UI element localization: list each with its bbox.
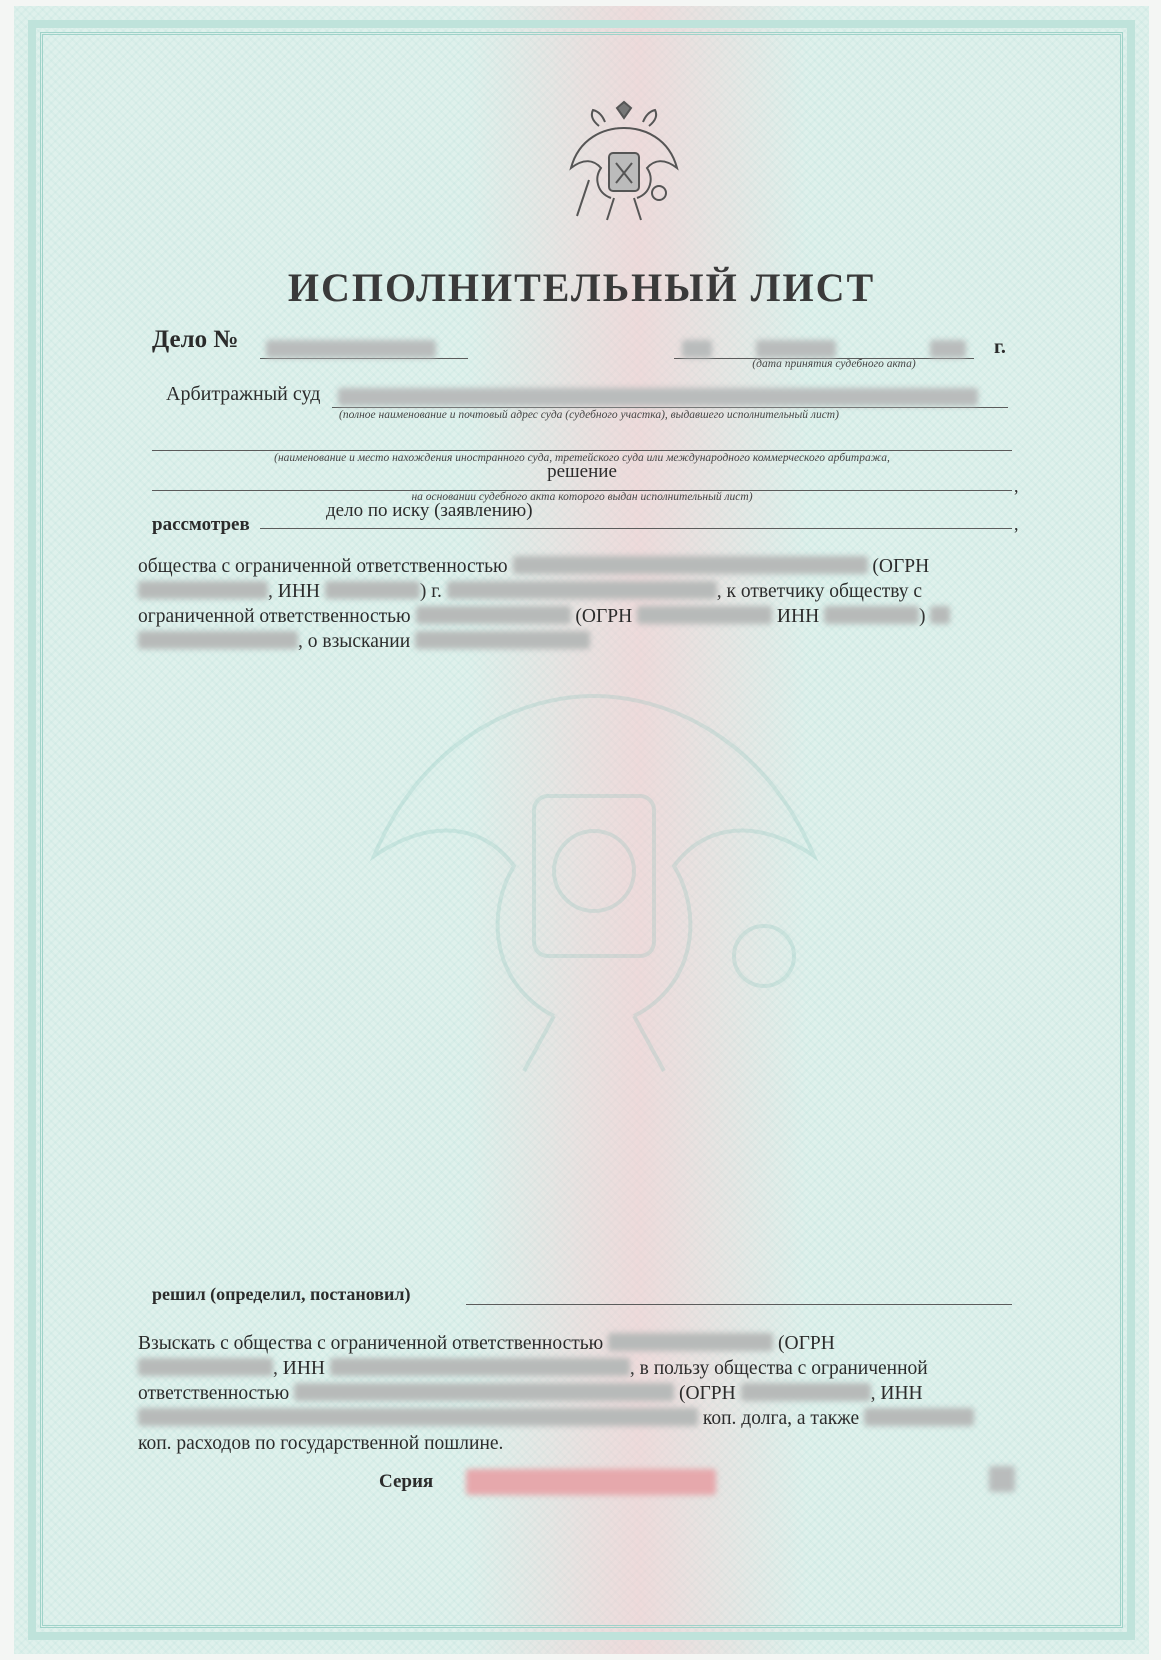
case-number-redacted [266,340,436,358]
decision-text-3: , ИНН [273,1358,325,1379]
document-sheet [14,6,1149,1654]
watermark-emblem-icon [344,656,844,1076]
date-field [674,340,974,359]
defendant-name-redacted [416,606,571,624]
russian-coat-of-arms-icon [559,98,689,228]
act-value: решение [547,461,617,482]
decision-text-1: Взыскать с общества с ограниченной ответственностью [138,1333,604,1354]
claim-amount-redacted [415,631,590,649]
creditor-name-redacted [294,1383,674,1401]
court-name-field [332,388,1008,408]
considered-field [260,500,1012,529]
decided-label: решил (определил, постановил) [152,1284,411,1304]
claim-text-9: ) [919,606,926,627]
act-field [152,462,1012,491]
defendant-ogrn-redacted [637,606,772,624]
decision-paragraph [138,1331,1000,1456]
court-name-redacted [338,388,978,406]
debtor-name-redacted [608,1333,773,1351]
date-year-redacted [930,340,966,358]
plaintiff-name-redacted [513,556,868,574]
document-title: ИСПОЛНИТЕЛЬНЫЙ ЛИСТ [287,265,876,310]
date-note: (дата принятия судебного акта) [752,358,916,370]
claim-text-10: , о взыскании [298,631,411,652]
decided-field [466,1282,1012,1305]
corner-mark-redacted [989,1466,1015,1492]
debtor-ogrn-redacted [138,1358,273,1376]
court-note: (полное наименование и почтовый адрес суда (судебного участка), выдавшего исполнительный лист) [339,409,839,421]
act-comma: , [1014,476,1019,496]
plaintiff-ogrn-redacted [138,581,268,599]
plaintiff-city-redacted [447,581,717,599]
considered-comma: , [1014,514,1019,534]
decision-text-5: ответственностью [138,1383,290,1404]
plaintiff-inn-redacted [325,581,420,599]
considered-label: рассмотрев [152,514,250,535]
year-suffix: г. [994,336,1006,358]
decision-text-4: , в пользу общества с ограниченной [629,1358,928,1379]
defendant-inn-redacted [824,606,919,624]
decision-text-2: (ОГРН [778,1333,835,1354]
claim-text-4: ) г. [419,581,442,602]
duty-amount-redacted [864,1408,974,1426]
date-month-redacted [756,340,836,358]
defendant-city-redacted [138,631,298,649]
date-day-redacted [682,340,712,358]
foreign-court-field [152,432,1012,451]
claim-text-1: общества с ограниченной ответственностью [138,556,508,577]
claim-paragraph [138,554,998,654]
series-number-redacted [466,1469,716,1495]
claim-text-5: , к ответчику обществу с [716,581,923,602]
creditor-ogrn-redacted [741,1383,871,1401]
decision-text-8: коп. долга, а также [702,1408,860,1429]
decision-text-6: (ОГРН [678,1383,736,1404]
claim-text-2: (ОГРН [872,556,930,577]
decision-text-7: , ИНН [870,1383,923,1404]
claim-text-7: (ОГРН [575,606,633,627]
claim-text-8: ИНН [776,606,820,627]
foreign-court-note: (наименование и место нахождения иностранного суда, третейского суда или международного коммерческого арбитража, [274,452,890,464]
case-number-label: Дело № [152,326,239,353]
series-label: Серия [379,1471,434,1492]
claim-text-6: ограниченной ответственностью [138,606,411,627]
court-label: Арбитражный суд [166,383,321,405]
decision-text-9: коп. расходов по государственной пошлине. [138,1433,504,1454]
claim-text-3: , ИНН [268,581,320,602]
defendant-city-prefix-redacted [930,606,950,624]
act-note: на основании судебного акта которого выдан исполнительный лист) [411,491,753,503]
considered-value: дело по иску (заявлению) [326,500,533,521]
creditor-details-redacted [138,1408,698,1426]
debtor-inn-redacted [330,1358,630,1376]
case-number-field [260,340,468,359]
